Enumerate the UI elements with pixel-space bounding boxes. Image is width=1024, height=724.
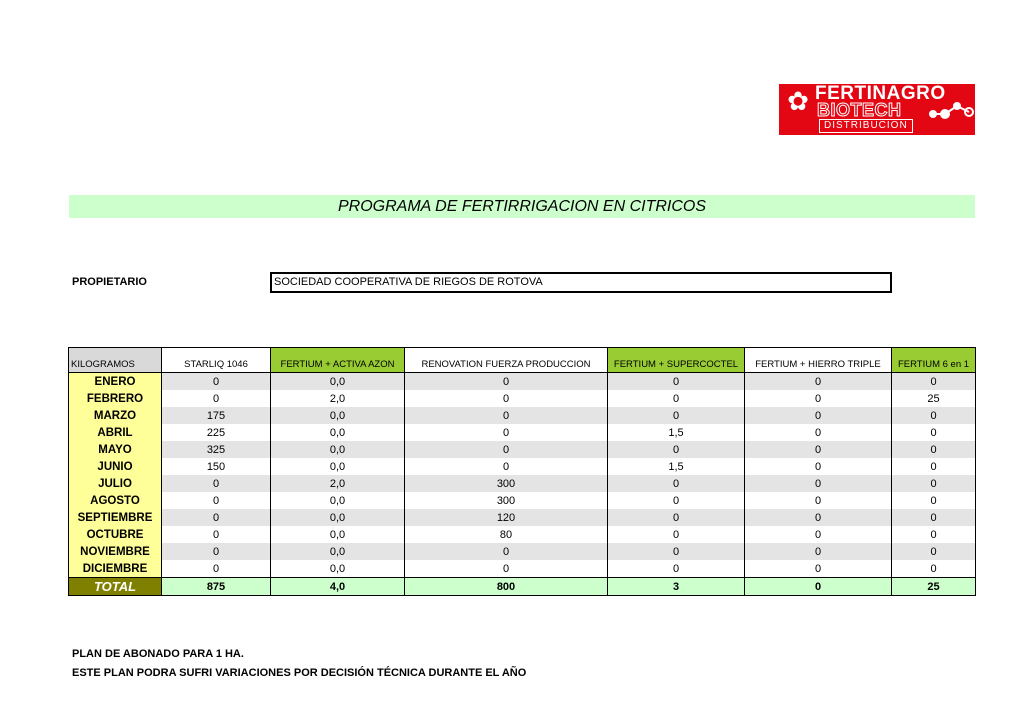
column-header: RENOVATION FUERZA PRODUCCION <box>405 348 608 373</box>
value-cell: 0,0 <box>271 543 405 560</box>
value-cell: 0 <box>745 424 892 441</box>
value-cell: 0 <box>745 492 892 509</box>
value-cell: 0 <box>892 458 976 475</box>
column-header: FERTIUM + ACTIVA AZON <box>271 348 405 373</box>
company-logo <box>779 84 975 135</box>
value-cell: 300 <box>405 475 608 492</box>
table-row <box>69 526 976 543</box>
value-cell: 0 <box>608 390 745 407</box>
value-cell: 0 <box>892 509 976 526</box>
value-cell: 0 <box>745 560 892 578</box>
value-cell: 0 <box>745 543 892 560</box>
owner-label: PROPIETARIO <box>72 276 147 288</box>
value-cell: 0,0 <box>271 373 405 391</box>
table-header-row <box>69 348 976 373</box>
value-cell: 0 <box>608 560 745 578</box>
value-cell: 1,5 <box>608 424 745 441</box>
value-cell: 0 <box>405 424 608 441</box>
value-cell: 0 <box>405 458 608 475</box>
value-cell: 0 <box>608 543 745 560</box>
value-cell: 0 <box>892 475 976 492</box>
value-cell: 0 <box>405 373 608 391</box>
value-cell: 0 <box>405 560 608 578</box>
month-cell: ABRIL <box>69 424 162 441</box>
value-cell: 150 <box>162 458 271 475</box>
value-cell: 0 <box>162 509 271 526</box>
corner-label: KILOGRAMOS <box>69 348 162 373</box>
value-cell: 0 <box>892 543 976 560</box>
value-cell: 0 <box>608 492 745 509</box>
total-row <box>69 578 976 596</box>
logo-line-2: BIOTECH <box>817 100 902 120</box>
total-cell: 800 <box>405 578 608 596</box>
value-cell: 80 <box>405 526 608 543</box>
value-cell: 0 <box>745 526 892 543</box>
table-row <box>69 543 976 560</box>
value-cell: 0 <box>892 424 976 441</box>
value-cell: 0 <box>745 373 892 391</box>
value-cell: 0 <box>162 373 271 391</box>
table-row <box>69 475 976 492</box>
table-row <box>69 441 976 458</box>
column-header: FERTIUM + HIERRO TRIPLE <box>745 348 892 373</box>
value-cell: 0,0 <box>271 424 405 441</box>
value-cell: 0 <box>405 407 608 424</box>
value-cell: 0 <box>608 509 745 526</box>
value-cell: 0 <box>608 475 745 492</box>
value-cell: 2,0 <box>271 475 405 492</box>
table-row <box>69 458 976 475</box>
month-cell: JULIO <box>69 475 162 492</box>
molecule-icon <box>927 98 975 128</box>
value-cell: 0 <box>162 526 271 543</box>
logo-line-3: DISTRIBUCION <box>819 119 913 133</box>
value-cell: 0 <box>162 390 271 407</box>
value-cell: 0 <box>162 560 271 578</box>
table-row <box>69 373 976 391</box>
value-cell: 0,0 <box>271 441 405 458</box>
value-cell: 0 <box>405 543 608 560</box>
table-row <box>69 492 976 509</box>
value-cell: 25 <box>892 390 976 407</box>
total-cell: 3 <box>608 578 745 596</box>
value-cell: 2,0 <box>271 390 405 407</box>
value-cell: 0 <box>745 441 892 458</box>
value-cell: 0 <box>162 475 271 492</box>
value-cell: 225 <box>162 424 271 441</box>
value-cell: 0 <box>892 526 976 543</box>
value-cell: 0 <box>608 441 745 458</box>
value-cell: 0,0 <box>271 526 405 543</box>
column-header: FERTIUM 6 en 1 <box>892 348 976 373</box>
owner-field: SOCIEDAD COOPERATIVA DE RIEGOS DE ROTOVA <box>270 272 892 293</box>
value-cell: 0 <box>745 407 892 424</box>
value-cell: 0 <box>892 560 976 578</box>
table-row <box>69 390 976 407</box>
value-cell: 0 <box>892 492 976 509</box>
value-cell: 0 <box>745 475 892 492</box>
table-row <box>69 407 976 424</box>
month-cell: DICIEMBRE <box>69 560 162 578</box>
value-cell: 0 <box>405 441 608 458</box>
value-cell: 0,0 <box>271 458 405 475</box>
value-cell: 120 <box>405 509 608 526</box>
total-cell: 25 <box>892 578 976 596</box>
logo-line-1: FERTINAGRO <box>815 84 946 104</box>
total-cell: 4,0 <box>271 578 405 596</box>
value-cell: 0 <box>608 526 745 543</box>
table-row <box>69 560 976 578</box>
value-cell: 0 <box>892 407 976 424</box>
total-cell: 0 <box>745 578 892 596</box>
value-cell: 0 <box>745 509 892 526</box>
table-row <box>69 424 976 441</box>
month-cell: FEBRERO <box>69 390 162 407</box>
month-cell: NOVIEMBRE <box>69 543 162 560</box>
column-header: FERTIUM + SUPERCOCTEL <box>608 348 745 373</box>
value-cell: 0,0 <box>271 509 405 526</box>
value-cell: 0 <box>892 441 976 458</box>
value-cell: 0,0 <box>271 492 405 509</box>
value-cell: 300 <box>405 492 608 509</box>
month-cell: JUNIO <box>69 458 162 475</box>
flower-icon: ✿ <box>787 86 809 116</box>
value-cell: 0 <box>608 373 745 391</box>
page-title: PROGRAMA DE FERTIRRIGACION EN CITRICOS <box>69 195 975 218</box>
value-cell: 325 <box>162 441 271 458</box>
month-cell: MAYO <box>69 441 162 458</box>
value-cell: 1,5 <box>608 458 745 475</box>
month-cell: MARZO <box>69 407 162 424</box>
value-cell: 0 <box>745 390 892 407</box>
value-cell: 0 <box>892 373 976 391</box>
total-cell: 875 <box>162 578 271 596</box>
column-header: STARLIQ 1046 <box>162 348 271 373</box>
month-cell: OCTUBRE <box>69 526 162 543</box>
value-cell: 0 <box>405 390 608 407</box>
total-label: TOTAL <box>69 578 162 596</box>
month-cell: SEPTIEMBRE <box>69 509 162 526</box>
value-cell: 0,0 <box>271 560 405 578</box>
note-plan: PLAN DE ABONADO PARA 1 HA. <box>72 648 244 660</box>
month-cell: ENERO <box>69 373 162 391</box>
month-cell: AGOSTO <box>69 492 162 509</box>
table-row <box>69 509 976 526</box>
value-cell: 0 <box>162 543 271 560</box>
fertigation-table <box>68 347 976 596</box>
value-cell: 0,0 <box>271 407 405 424</box>
value-cell: 175 <box>162 407 271 424</box>
value-cell: 0 <box>745 458 892 475</box>
value-cell: 0 <box>162 492 271 509</box>
note-variations: ESTE PLAN PODRA SUFRI VARIACIONES POR DECISIÓN TÉCNICA DURANTE EL AÑO <box>72 667 527 679</box>
value-cell: 0 <box>608 407 745 424</box>
